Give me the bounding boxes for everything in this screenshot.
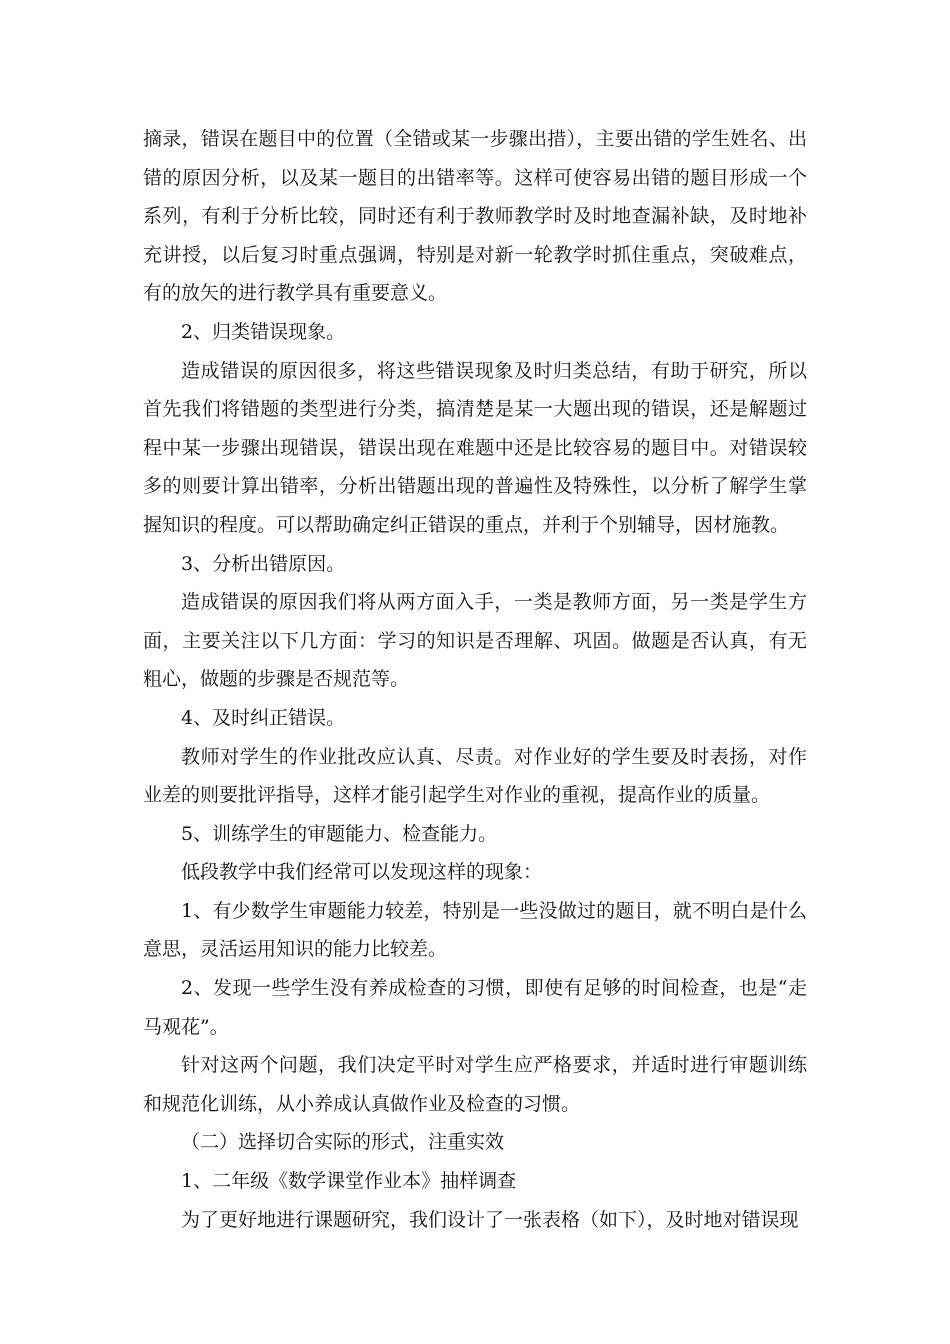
paragraph-correct-errors: 教师对学生的作业批改应认真、尽责。对作业好的学生要及时表扬，对作业差的则要批评指导，这样才能引起学生对作业的重视，提高作业的质量。 bbox=[143, 745, 807, 807]
paragraph-phenomena-intro: 低段教学中我们经常可以发现这样的现象： bbox=[181, 861, 543, 884]
document-body bbox=[143, 120, 807, 1239]
heading-correct-errors: 4、及时纠正错误。 bbox=[181, 706, 346, 729]
paragraph-classify-errors: 造成错误的原因很多，将这些错误现象及时归类总结，有助于研究，所以首先我们将错题的类型进行分类，搞清楚是某一大题出现的错误，还是解题过程中某一步骤出现错误，错误出现在难题中还是比较容易的题目中。对错误较多的则要计算出错率，分析出错题出现的普遍性及特殊性，以分析了解学生掌握知识的程度。可以帮助确定纠正错误的重点，并利于个别辅导，因材施教。 bbox=[143, 359, 807, 536]
heading-sample-survey: 1、二年级《数学课堂作业本》抽样调查 bbox=[181, 1170, 517, 1193]
section-heading-forms: （二）选择切合实际的形式，注重实效 bbox=[181, 1131, 505, 1154]
heading-train-skills: 5、训练学生的审题能力、检查能力。 bbox=[181, 822, 498, 845]
paragraph-survey-table: 为了更好地进行课题研究，我们设计了一张表格（如下），及时地对错误现 bbox=[181, 1208, 799, 1231]
heading-analyze-causes: 3、分析出错原因。 bbox=[181, 552, 346, 575]
list-item-check-habit: 2、发现一些学生没有养成检查的习惯，即使有足够的时间检查，也是“走马观花”。 bbox=[143, 977, 807, 1038]
paragraph-error-record: 摘录，错误在题目中的位置（全错或某一步骤出措），主要出错的学生姓名、出错的原因分析，以及某一题目的出错率等。这样可使容易出错的题目形成一个系列，有利于分析比较，同时还有利于教师教学时及时地查漏补缺，及时地补充讲授，以后复习时重点强调，特别是对新一轮教学时抓住重点，突破难点，有的放矢的进行教学具有重要意义。 bbox=[143, 128, 807, 305]
heading-classify-errors: 2、归类错误现象。 bbox=[181, 320, 346, 343]
list-item-review-ability: 1、有少数学生审题能力较差，特别是一些没做过的题目，就不明白是什么意思，灵活运用知识的能力比较差。 bbox=[143, 899, 807, 961]
paragraph-analyze-causes: 造成错误的原因我们将从两方面入手，一类是教师方面，另一类是学生方面，主要关注以下几方面：学习的知识是否理解、巩固。做题是否认真，有无粗心，做题的步骤是否规范等。 bbox=[143, 591, 807, 691]
paragraph-response: 针对这两个问题，我们决定平时对学生应严格要求，并适时进行审题训练和规范化训练，从小养成认真做作业及检查的习惯。 bbox=[143, 1054, 807, 1115]
